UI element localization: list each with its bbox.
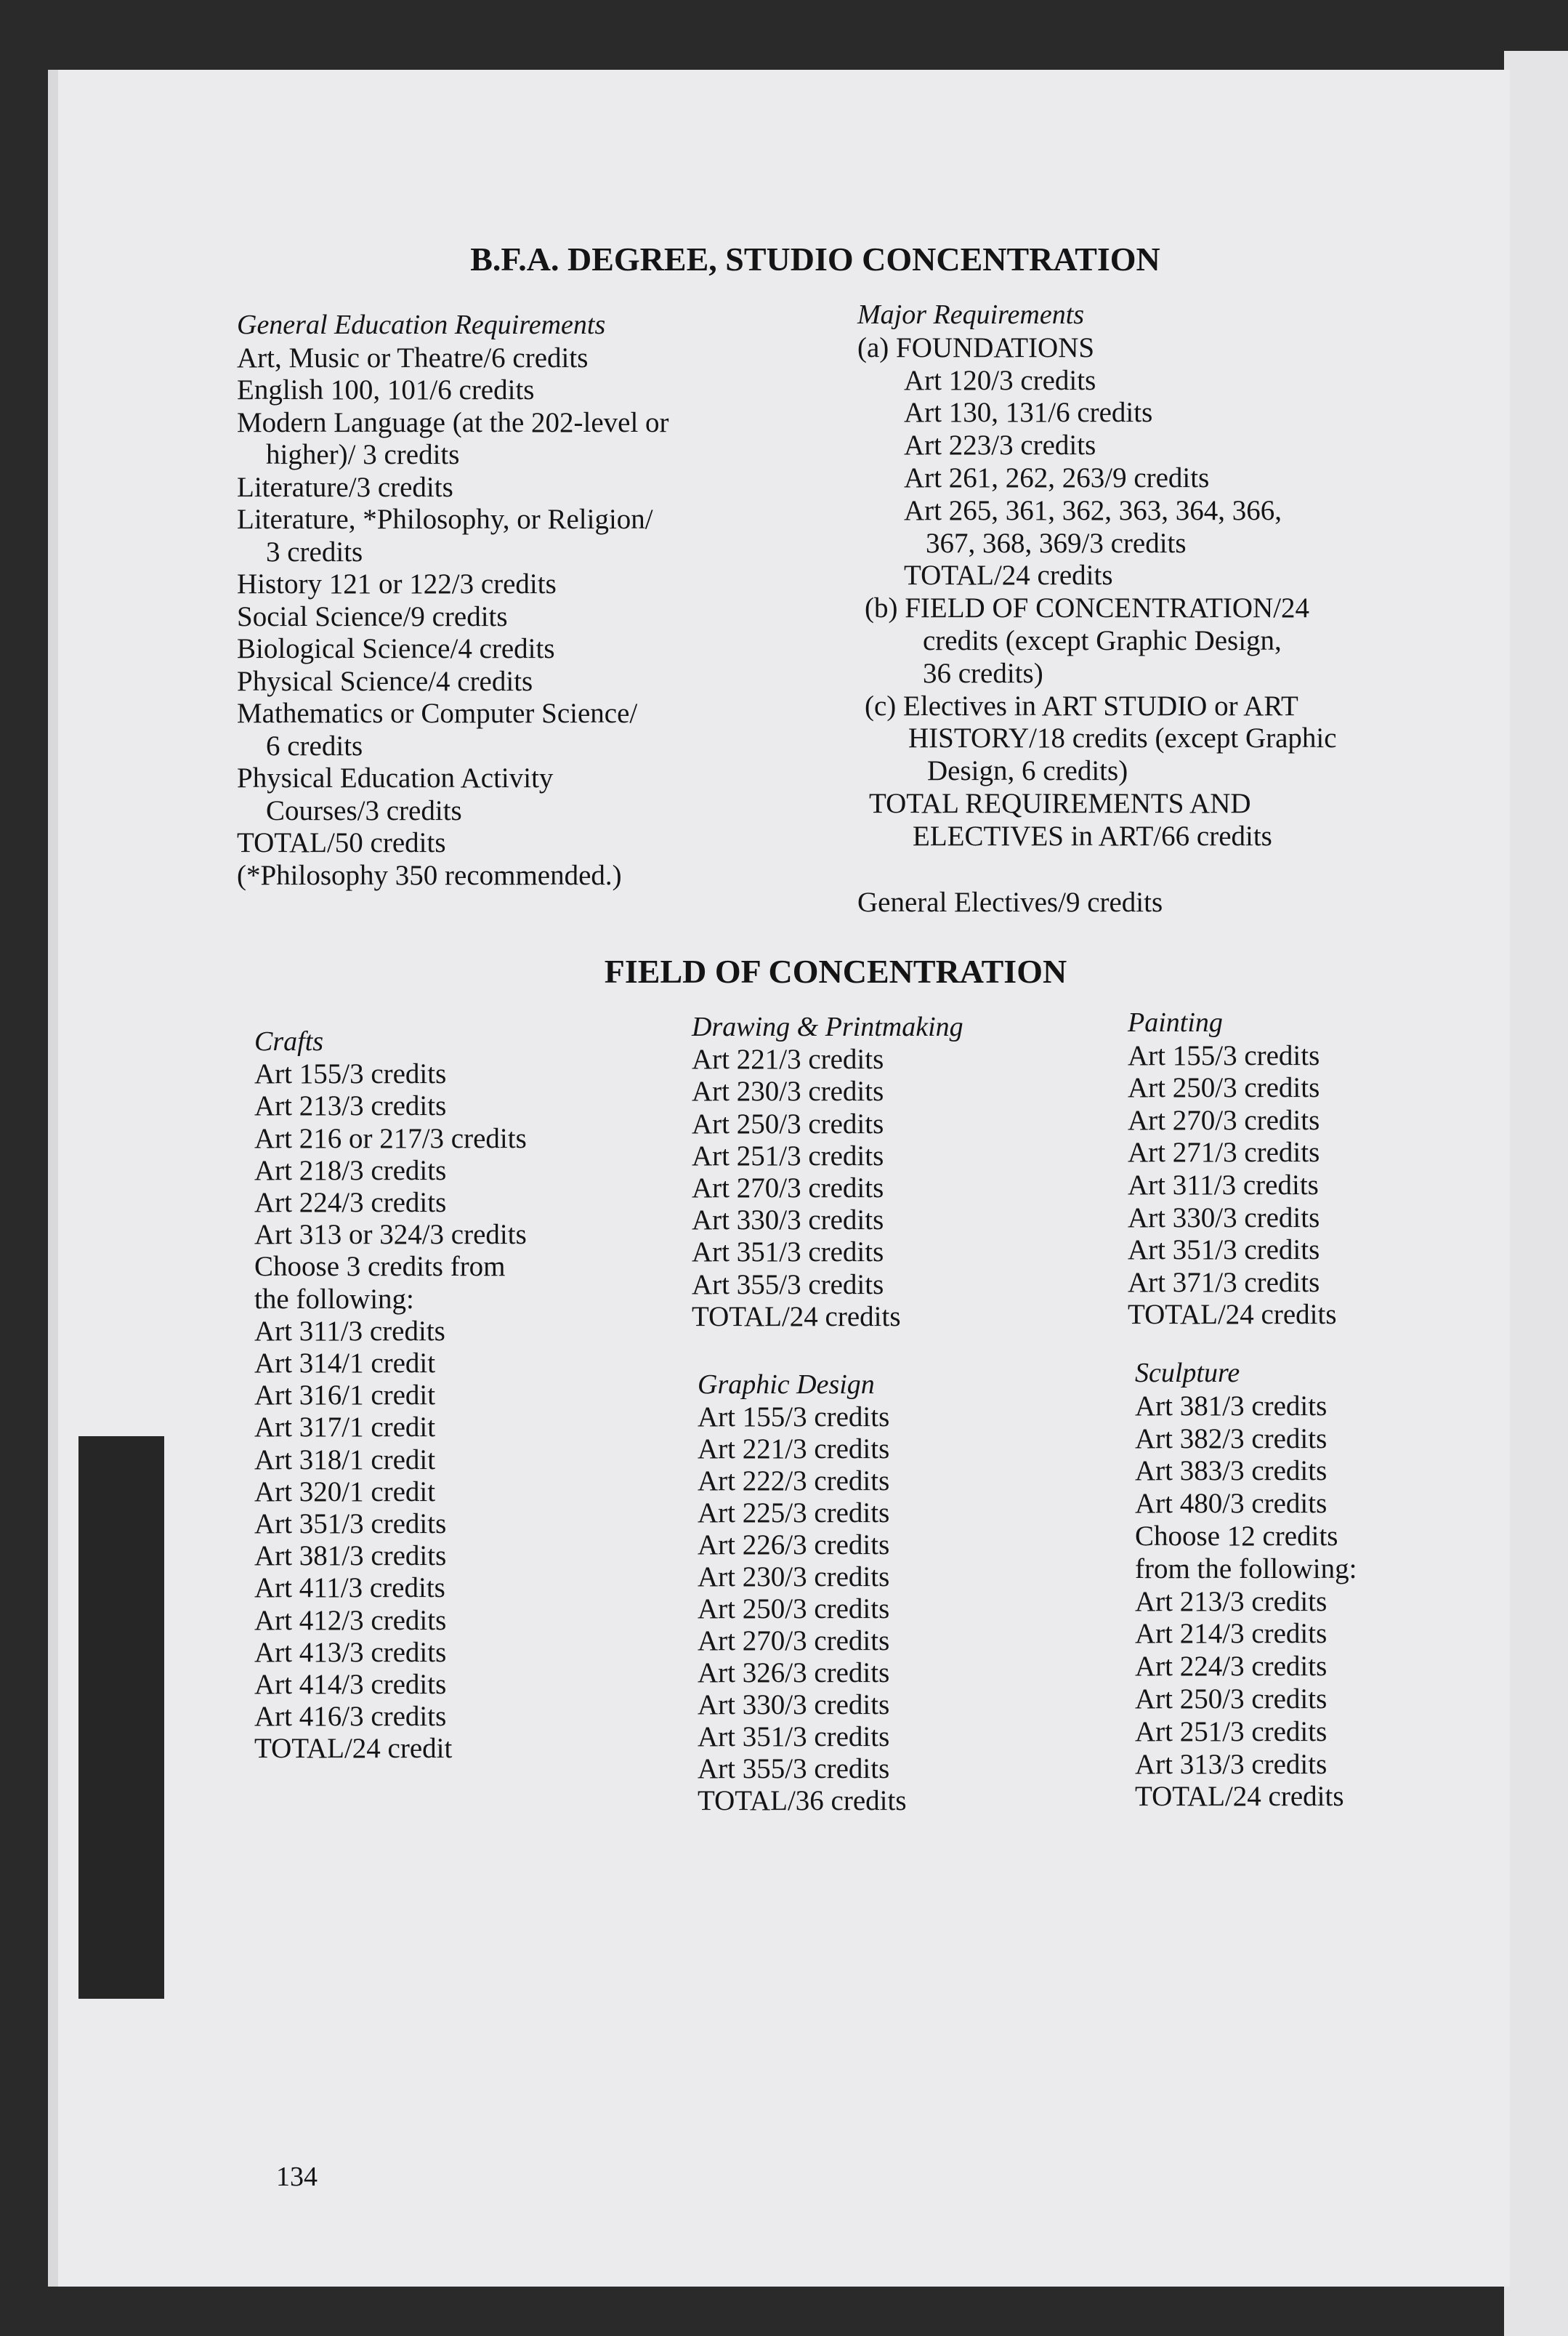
major-line: TOTAL REQUIREMENTS AND (869, 788, 1251, 819)
sculpture-line: Art 214/3 credits (1135, 1618, 1327, 1650)
sculpture-line: Art 383/3 credits (1135, 1455, 1327, 1487)
general-line: TOTAL/50 credits (237, 827, 446, 858)
major-line: (b) FIELD OF CONCENTRATION/24 (865, 592, 1310, 624)
crafts-line: Choose 3 credits from (254, 1251, 506, 1283)
drawing-line: Art 250/3 credits (692, 1108, 884, 1140)
graphic-line: Art 155/3 credits (698, 1401, 890, 1433)
sculpture-line: Art 313/3 credits (1135, 1748, 1327, 1780)
general-line: Art, Music or Theatre/6 credits (237, 342, 589, 374)
graphic-line: Art 270/3 credits (698, 1625, 890, 1656)
sculpture-line: Choose 12 credits (1135, 1521, 1338, 1552)
painting-heading: Painting (1128, 1007, 1223, 1038)
drawing-line: Art 230/3 credits (692, 1076, 884, 1108)
crafts-line: the following: (254, 1283, 414, 1315)
general-line: Literature, *Philosophy, or Religion/ (237, 504, 653, 535)
crafts-line: Art 413/3 credits (254, 1636, 447, 1668)
major-line: Art 265, 361, 362, 363, 364, 366, (904, 494, 1282, 526)
crafts-line: Art 218/3 credits (254, 1154, 447, 1186)
crafts-line: TOTAL/24 credit (254, 1733, 453, 1765)
major-line: 36 credits) (923, 657, 1043, 689)
crafts-line: Art 316/1 credit (254, 1380, 436, 1411)
sculpture-line: from the following: (1135, 1552, 1357, 1584)
major-line: 367, 368, 369/3 credits (926, 527, 1187, 559)
major-line: Art 223/3 credits (904, 430, 1096, 462)
painting-line: Art 371/3 credits (1128, 1266, 1320, 1298)
drawing-line: Art 270/3 credits (692, 1172, 884, 1204)
drawing-line: TOTAL/24 credits (692, 1300, 901, 1332)
general-line: higher)/ 3 credits (266, 439, 460, 470)
painting-line: Art 271/3 credits (1128, 1137, 1320, 1169)
major-line: (c) Electives in ART STUDIO or ART (865, 690, 1298, 722)
major-line: Design, 6 credits) (927, 755, 1128, 787)
sculpture-line: TOTAL/24 credits (1135, 1781, 1344, 1813)
drawing-line: Art 251/3 credits (692, 1140, 884, 1172)
painting-line: Art 330/3 credits (1128, 1201, 1320, 1233)
major-line: credits (except Graphic Design, (923, 625, 1282, 656)
sculpture-line: Art 224/3 credits (1135, 1651, 1327, 1683)
crafts-line: Art 311/3 credits (254, 1315, 445, 1347)
graphic-line: Art 330/3 credits (698, 1689, 890, 1720)
general-line: History 121 or 122/3 credits (237, 568, 557, 600)
graphic-line: Art 326/3 credits (698, 1657, 890, 1688)
graphic-line: Art 226/3 credits (698, 1529, 890, 1560)
crafts-line: Art 320/1 credit (254, 1475, 436, 1507)
major-line: Art 261, 262, 263/9 credits (904, 462, 1210, 494)
major-line: (a) FOUNDATIONS (857, 331, 1095, 363)
general-line: Physical Science/4 credits (237, 665, 533, 697)
general-line: Literature/3 credits (237, 471, 453, 503)
major-line: Art 120/3 credits (904, 364, 1096, 396)
painting-line: Art 351/3 credits (1128, 1234, 1320, 1266)
crafts-line: Art 314/1 credit (254, 1348, 436, 1379)
general-heading: General Education Requirements (237, 310, 606, 340)
graphic-line: Art 230/3 credits (698, 1561, 890, 1592)
general-line: 3 credits (266, 536, 363, 568)
sculpture-heading: Sculpture (1135, 1358, 1240, 1388)
graphic-heading: Graphic Design (698, 1369, 875, 1400)
crafts-line: Art 313 or 324/3 credits (254, 1219, 527, 1251)
crafts-line: Art 381/3 credits (254, 1540, 447, 1572)
graphic-line: Art 250/3 credits (698, 1593, 890, 1624)
crafts-line: Art 317/1 credit (254, 1411, 436, 1443)
crafts-line: Art 416/3 credits (254, 1701, 447, 1733)
drawing-line: Art 355/3 credits (692, 1268, 884, 1300)
major-line: HISTORY/18 credits (except Graphic (908, 722, 1337, 754)
graphic-line: Art 225/3 credits (698, 1497, 890, 1529)
graphic-line: Art 222/3 credits (698, 1465, 890, 1497)
drawing-line: Art 351/3 credits (692, 1236, 884, 1268)
crafts-line: Art 224/3 credits (254, 1187, 447, 1218)
general-line: Biological Science/4 credits (237, 633, 555, 664)
general-line: Courses/3 credits (266, 794, 462, 826)
page-left-edge (48, 70, 58, 2287)
sculpture-line: Art 251/3 credits (1135, 1715, 1327, 1747)
sculpture-line: Art 250/3 credits (1135, 1683, 1327, 1715)
sculpture-line: Art 381/3 credits (1135, 1390, 1327, 1422)
crafts-line: Art 411/3 credits (254, 1572, 445, 1604)
degree-title: B.F.A. DEGREE, STUDIO CONCENTRATION (470, 241, 1160, 278)
concentration-title: FIELD OF CONCENTRATION (604, 953, 1067, 990)
page-number: 134 (276, 2162, 318, 2192)
drawing-heading: Drawing & Printmaking (692, 1012, 963, 1042)
crafts-line: Art 155/3 credits (254, 1058, 447, 1090)
major-heading: Major Requirements (857, 299, 1085, 330)
general-line: Physical Education Activity (237, 762, 554, 794)
crafts-line: Art 414/3 credits (254, 1669, 447, 1700)
painting-line: Art 250/3 credits (1128, 1072, 1320, 1104)
crafts-heading: Crafts (254, 1026, 324, 1057)
general-line: Social Science/9 credits (237, 600, 508, 632)
painting-line: Art 155/3 credits (1128, 1039, 1320, 1071)
general-line: English 100, 101/6 credits (237, 374, 535, 406)
major-line: General Electives/9 credits (857, 886, 1163, 918)
painting-line: TOTAL/24 credits (1128, 1299, 1337, 1331)
graphic-line: Art 221/3 credits (698, 1433, 890, 1465)
graphic-line: TOTAL/36 credits (698, 1785, 907, 1816)
crafts-line: Art 318/1 credit (254, 1443, 436, 1475)
thumb-index-tab (78, 1436, 164, 1999)
sculpture-line: Art 213/3 credits (1135, 1585, 1327, 1617)
crafts-line: Art 213/3 credits (254, 1090, 447, 1122)
general-line: (*Philosophy 350 recommended.) (237, 859, 622, 891)
major-line: TOTAL/24 credits (904, 560, 1113, 592)
general-line: Mathematics or Computer Science/ (237, 698, 638, 729)
major-line: ELECTIVES in ART/66 credits (913, 820, 1272, 852)
painting-line: Art 311/3 credits (1128, 1169, 1319, 1201)
general-line: 6 credits (266, 730, 363, 762)
major-line: Art 130, 131/6 credits (904, 397, 1153, 429)
general-line: Modern Language (at the 202-level or (237, 406, 669, 438)
crafts-line: Art 351/3 credits (254, 1508, 447, 1539)
drawing-line: Art 330/3 credits (692, 1204, 884, 1236)
painting-line: Art 270/3 credits (1128, 1104, 1320, 1136)
drawing-line: Art 221/3 credits (692, 1044, 884, 1076)
crafts-line: Art 412/3 credits (254, 1604, 447, 1636)
graphic-line: Art 355/3 credits (698, 1753, 890, 1784)
crafts-line: Art 216 or 217/3 credits (254, 1122, 527, 1154)
sculpture-line: Art 382/3 credits (1135, 1422, 1327, 1454)
next-page-edge (1504, 51, 1568, 2336)
sculpture-line: Art 480/3 credits (1135, 1488, 1327, 1520)
graphic-line: Art 351/3 credits (698, 1721, 890, 1752)
